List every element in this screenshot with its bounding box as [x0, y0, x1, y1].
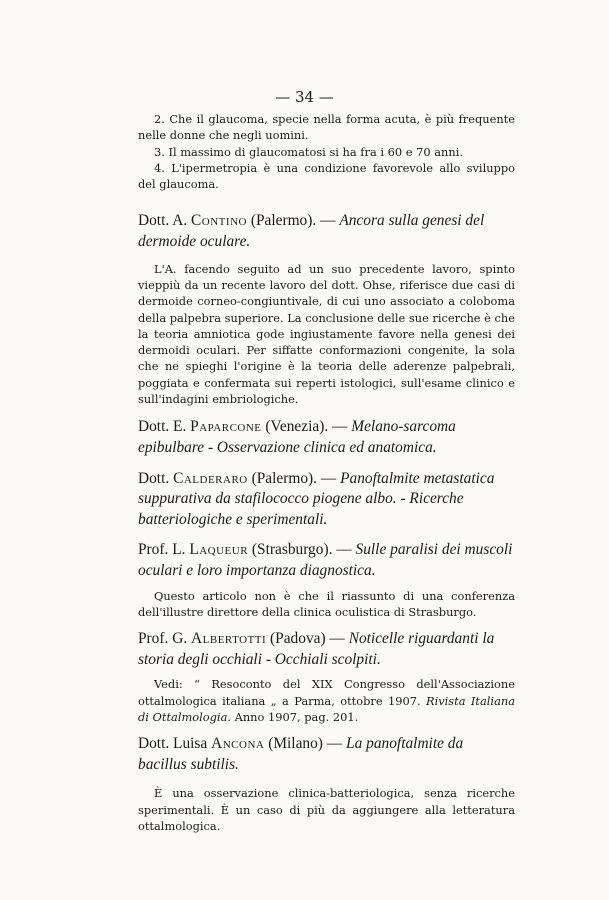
entry-title: Ancora sulla genesi del dermoide oculare. — [138, 212, 485, 251]
entry-place: (Venezia). — — [265, 418, 348, 436]
entry-heading-ancona — [138, 734, 515, 775]
entry-body: Questo articolo non è che il riassunto di una conferenza dell'illustre direttore della clinica oculistica di Strasburgo. — [138, 588, 515, 619]
entry-title-prefix: Dott. — [138, 469, 170, 487]
list-item: 3. Il massimo di glaucomatosi si ha fra i 60 e 70 anni. — [154, 144, 463, 159]
entry-title-prefix: Prof. L. — [138, 541, 186, 559]
entry-title: Noticelle riguardanti la storia degli occhiali - Occhiali scolpiti. — [138, 630, 495, 668]
entry-heading-calderaro — [138, 469, 515, 531]
entry-body-tail: Anno 1907, pag. 201. — [234, 709, 359, 724]
entry-place: (Palermo). — — [251, 469, 337, 487]
entry-body: L'A. facendo seguito ad un suo precedente lavoro, spinto vieppiù da un recente lavoro del dott. Ohse, riferisce due casi di dermoide corneo-congiuntivale, di cui uno associato a coloboma della palpebra superiore. La conclusione delle sue ricerche è che la teoria amniotica gode ingiustamente favore nella genesi dei dermoidi oculari. Per siffatte conformazioni congenite, la sola che ne spieghi l'origine è la teoria delle aderenze palpebrali, poggiata e confermata sui reperti istologici, sull'esame clinico e sull'indagini embriologiche. — [138, 261, 515, 407]
entry-author: Ancona — [211, 735, 265, 753]
entry-heading-paparcone — [138, 417, 515, 458]
entry-body — [138, 676, 515, 725]
entry-title-prefix: Prof. G. — [138, 630, 188, 648]
entry-title: La panoftalmite da bacillus subtilis. — [138, 735, 464, 773]
entry-title: Panoftalmite metastatica suppurativa da stafilococco piogene albo. - Ricerche batteriologiche e sperimentali. — [138, 469, 495, 528]
entry-place: (Strasburgo). — — [251, 541, 352, 559]
journal-title: Rivista Italiana di Ottalmologia. — [138, 693, 515, 724]
entry-body-text: Vedi: “ Resoconto del XIX Congresso dell'Associazione ottalmologica italiana „ a Parma, ottobre 1907. — [138, 677, 515, 708]
entry-heading-contino — [138, 211, 515, 252]
entry-author: Albertotti — [191, 630, 267, 648]
entry-place: (Padova) — — [270, 630, 345, 648]
list-item: 2. Che il glaucoma, specie nella forma acuta, è più frequente nelle donne che negli uomini. — [138, 112, 515, 143]
entry-title-prefix: Dott. E. — [138, 418, 187, 436]
page-number: — 34 — — [275, 88, 334, 106]
entry-title: Melano-sarcoma epibulbare - Osservazione clinica ed anatomica. — [138, 418, 456, 456]
entry-author: Laqueur — [189, 541, 249, 559]
entry-heading-laqueur — [138, 540, 515, 581]
entry-title-prefix: Dott. A. — [138, 212, 188, 230]
page-content — [138, 111, 515, 834]
entry-author: Paparcone — [190, 418, 262, 436]
entry-author: Contino — [191, 212, 247, 230]
entry-place: (Palermo). — — [250, 212, 336, 230]
entry-body: È una osservazione clinica-batteriologica, senza ricerche sperimentali. È un caso di più da aggiungere alla letteratura ottalmologica. — [138, 786, 515, 833]
entry-place: (Milano) — — [268, 735, 343, 753]
entry-heading-albertotti — [138, 629, 515, 670]
entry-title: Sulle paralisi dei muscoli oculari e loro importanza diagnostica. — [138, 541, 513, 579]
list-item: 4. L'ipermetropia è una condizione favorevole allo sviluppo del glaucoma. — [138, 160, 515, 192]
entry-title-prefix: Dott. Luisa — [138, 735, 208, 753]
entry-author: Calderaro — [173, 469, 248, 487]
